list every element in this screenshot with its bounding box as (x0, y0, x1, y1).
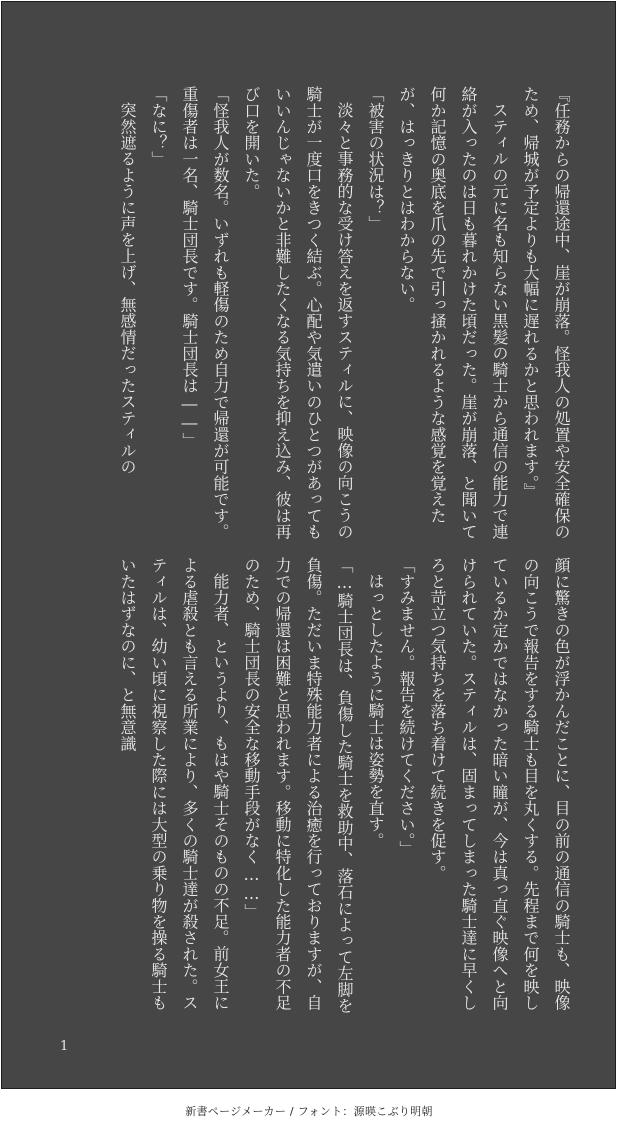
paragraph-narration: 突然遮るように声を上げ、無感情だったスティルの (118, 102, 137, 475)
paragraph-dialogue: 「すみません。報告を続けてください。」 (397, 557, 416, 857)
paragraph-question: 「被害の状況は？」 (366, 86, 385, 232)
paragraph-dialogue: 「…騎士団長は、負傷した騎士を救助中、落石によって左脚を負傷。ただいま特殊能力者による治癒を行っておりますが、自力での帰還は困難と思われます。移動に特化した能力者の不足のため、騎士団長の安全な移動手段がなく……」 (242, 557, 354, 1014)
paragraph-narration: 淡々と事務的な受け答えを返すスティルに、映像の向こうの騎士が一度口をきつく結ぶ。心配や気遣いのひとつがあってもいいんじゃないかと非難したくなる気持ちを抑え込み、彼は再び口を開いた。 (242, 86, 354, 540)
text-block-bottom (43, 557, 577, 1017)
paragraph-narration: 顔に驚きの色が浮かんだことに、目の前の通信の騎士も、映像の向こうで報告をする騎士も目を丸くする。先程まで何を映しているか定かではなかった暗い瞳が、今は真っ直ぐ映像へと向けられていた。スティルは、固まってしまった騎士達に早くしろと苛立つ気持ちを落ち着けて続きを促す。 (428, 557, 571, 1011)
paragraph-dialogue: 「怪我人が数名。いずれも軽傷のため自力で帰還が可能です。重傷者は一名、騎士団長です。騎士団長は――」 (180, 86, 230, 540)
footer-credit: 新書ページメーカー / フォント：源暎こぶり明朝 (185, 1105, 433, 1118)
book-page (1, 1, 616, 1089)
text-block-top (43, 86, 577, 546)
paragraph-narration: スティルの元に名も知らない黒髪の騎士から通信の能力で連絡が入ったのは日も暮れかけた頃だった。崖が崩落、と聞いて何か記憶の奥底を爪の先で引っ掻かれるような感覚を覚えたが、はっきりとはわからない。 (397, 86, 509, 540)
paragraph-narration: 能力者、というより、もはや騎士そのものの不足。前女王による虐殺とも言える所業により、多くの騎士達が殺された。スティルは、幼い頃に視察した際には大型の乗り物を操る騎士もいたはずなのに、と無意識 (118, 557, 230, 1011)
page-number: 1 (60, 1039, 69, 1054)
paragraph-dialogue: 「なに？」 (149, 86, 168, 167)
paragraph-report: 『任務からの帰還途中、崖が崩落。怪我人の処置や安全確保のため、帰城が予定よりも大幅に遅れるかと思われます。』 (521, 86, 571, 540)
paragraph-narration: はっとしたように騎士は姿勢を直す。 (366, 573, 385, 849)
